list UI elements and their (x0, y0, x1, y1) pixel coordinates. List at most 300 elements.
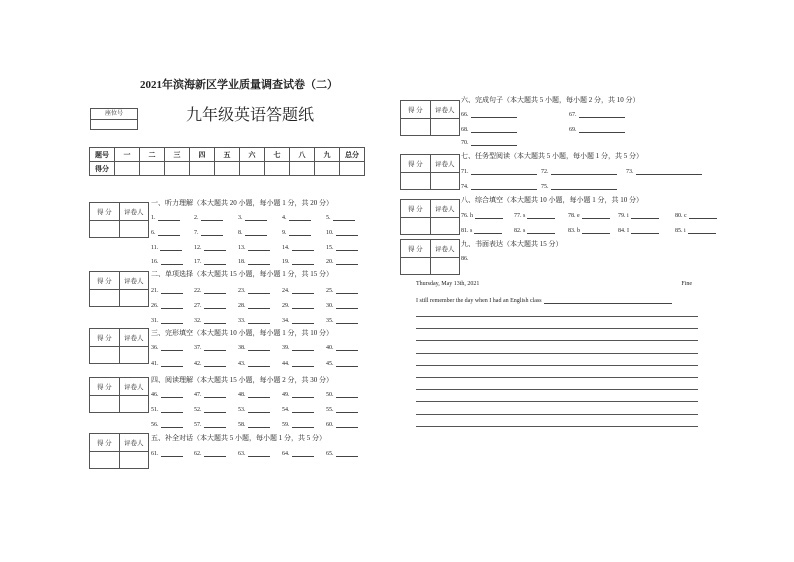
answer-item (194, 212, 223, 221)
question-number: 77. s (514, 213, 526, 219)
score-table-header-cell: 四 (190, 148, 215, 162)
grader-score-label: 得 分 (407, 161, 423, 168)
answer-blank[interactable] (204, 420, 226, 428)
answer-blank[interactable] (582, 211, 610, 219)
answer-blank[interactable] (579, 110, 625, 118)
grader-name-label: 评卷人 (430, 240, 460, 257)
answer-item (282, 256, 314, 265)
writing-line[interactable] (416, 328, 698, 329)
answer-item (151, 419, 183, 428)
question-number: 60. (326, 422, 334, 428)
grader-box (89, 202, 149, 238)
answer-item (194, 404, 226, 413)
score-cell[interactable] (115, 162, 140, 176)
grader-score-field[interactable] (401, 119, 430, 136)
writing-line[interactable] (416, 389, 698, 390)
answer-item (238, 285, 270, 294)
question-number: 68. (461, 127, 469, 133)
answer-item (461, 225, 502, 234)
answer-blank[interactable] (204, 449, 226, 457)
answer-blank[interactable] (336, 405, 358, 413)
question-number: 84. I (618, 228, 629, 234)
grader-name-label: 评卷人 (119, 329, 149, 346)
answer-blank[interactable] (471, 110, 517, 118)
answer-blank[interactable] (292, 257, 314, 265)
answer-item (461, 253, 469, 262)
question-number: 74. (461, 184, 469, 190)
answer-item (238, 242, 270, 251)
answer-blank[interactable] (161, 390, 183, 398)
question-number: 29. (282, 303, 290, 309)
answer-blank[interactable] (201, 228, 223, 236)
answer-item (326, 315, 358, 324)
question-number: 65. (326, 451, 334, 457)
writing-line[interactable] (416, 401, 698, 402)
seat-number-box (90, 108, 138, 130)
score-cell[interactable] (215, 162, 240, 176)
answer-blank[interactable] (336, 420, 358, 428)
question-number: 64. (282, 451, 290, 457)
answer-item (569, 109, 625, 118)
score-cell[interactable] (315, 162, 340, 176)
answer-blank[interactable] (161, 343, 183, 351)
writing-line[interactable] (416, 377, 698, 378)
question-number: 72. (541, 169, 549, 175)
answer-item (151, 389, 183, 398)
section-title: 二、单项选择（本大题共 15 小题，每小题 1 分，共 15 分） (151, 270, 333, 278)
score-cell[interactable] (290, 162, 315, 176)
grader-name-field[interactable] (430, 119, 460, 136)
answer-item (194, 227, 223, 236)
score-summary-table (89, 147, 365, 176)
answer-blank[interactable] (248, 257, 270, 265)
grader-score-label: 得 分 (96, 384, 112, 391)
answer-blank[interactable] (204, 257, 226, 265)
answer-item (326, 358, 358, 367)
answer-blank[interactable] (336, 228, 358, 236)
grader-box (400, 199, 460, 235)
grader-name-field[interactable] (119, 290, 149, 307)
answer-blank[interactable] (336, 343, 358, 351)
question-number: 28. (238, 303, 246, 309)
answer-blank[interactable] (248, 343, 270, 351)
answer-blank[interactable] (248, 390, 270, 398)
answer-item (238, 358, 270, 367)
answer-blank[interactable] (582, 226, 610, 234)
answer-blank[interactable] (204, 343, 226, 351)
answer-blank[interactable] (292, 301, 314, 309)
answer-blank[interactable] (336, 316, 358, 324)
question-number: 6. (151, 230, 156, 236)
answer-blank[interactable] (248, 359, 270, 367)
question-number: 4. (282, 215, 287, 221)
answer-blank[interactable] (201, 213, 223, 221)
score-table-header-cell: 九 (315, 148, 340, 162)
question-number: 80. c (675, 213, 687, 219)
section-title: 一、听力理解（本大题共 20 小题，每小题 1 分，共 20 分） (151, 199, 333, 207)
answer-blank[interactable] (292, 390, 314, 398)
answer-item (238, 448, 270, 457)
grader-score-field[interactable] (401, 173, 430, 190)
seat-number-label: 座位号 (91, 109, 137, 120)
answer-blank[interactable] (248, 301, 270, 309)
question-number: 75. (541, 184, 549, 190)
answer-item (282, 300, 314, 309)
answer-blank[interactable] (551, 182, 617, 190)
score-cell[interactable] (190, 162, 215, 176)
grader-name-field[interactable] (119, 221, 149, 238)
answer-blank[interactable] (161, 257, 183, 265)
answer-item (151, 256, 183, 265)
answer-blank[interactable] (631, 226, 659, 234)
answer-blank[interactable] (475, 211, 503, 219)
answer-blank[interactable] (292, 243, 314, 251)
writing-blank[interactable] (544, 296, 672, 304)
question-number: 43. (238, 361, 246, 367)
answer-blank[interactable] (292, 405, 314, 413)
answer-blank[interactable] (636, 167, 702, 175)
question-number: 33. (238, 318, 246, 324)
writing-first-line (416, 296, 672, 304)
answer-item (238, 419, 270, 428)
answer-item (151, 300, 183, 309)
answer-blank[interactable] (161, 420, 183, 428)
answer-item (238, 342, 270, 351)
grader-box (89, 328, 149, 364)
answer-blank[interactable] (204, 359, 226, 367)
score-cell[interactable] (340, 162, 365, 176)
grader-name-field[interactable] (119, 452, 149, 469)
grader-score-label: 得 分 (96, 278, 112, 285)
question-number: 27. (194, 303, 202, 309)
answer-item (514, 225, 555, 234)
answer-item (194, 358, 226, 367)
answer-item (238, 212, 267, 221)
answer-item (326, 285, 358, 294)
question-number: 49. (282, 392, 290, 398)
answer-item (282, 389, 314, 398)
answer-item (238, 315, 270, 324)
answer-item (151, 404, 183, 413)
score-table-score-row (90, 162, 365, 176)
question-number: 79. i (618, 213, 629, 219)
answer-blank[interactable] (292, 420, 314, 428)
answer-blank[interactable] (292, 343, 314, 351)
grader-name-field[interactable] (430, 173, 460, 190)
writing-line[interactable] (416, 353, 698, 354)
grader-box (89, 377, 149, 413)
answer-item (238, 227, 267, 236)
answer-item (194, 300, 226, 309)
question-number: 47. (194, 392, 202, 398)
writing-prompt: I still remember the day when I had an English class (416, 298, 542, 304)
question-number: 61. (151, 451, 159, 457)
score-table-header-cell: 一 (115, 148, 140, 162)
question-number: 73. (626, 169, 634, 175)
grader-score-field[interactable] (90, 347, 119, 364)
answer-blank[interactable] (248, 316, 270, 324)
answer-blank[interactable] (689, 211, 717, 219)
question-number: 15. (326, 245, 334, 251)
answer-blank[interactable] (292, 286, 314, 294)
answer-item (194, 419, 226, 428)
question-number: 45. (326, 361, 334, 367)
answer-item (326, 342, 358, 351)
question-number: 86. (461, 256, 469, 262)
question-number: 78. e (568, 213, 580, 219)
section-title: 四、阅读理解（本大题共 15 小题，每小题 2 分，共 30 分） (151, 376, 333, 384)
answer-item (618, 210, 659, 219)
grader-score-label: 得 分 (407, 206, 423, 213)
answer-blank[interactable] (248, 420, 270, 428)
score-table-header-cell: 五 (215, 148, 240, 162)
question-number: 12. (194, 245, 202, 251)
grader-box (89, 433, 149, 469)
grader-score-label: 得 分 (96, 440, 112, 447)
grader-score-field[interactable] (90, 396, 119, 413)
answer-blank[interactable] (204, 316, 226, 324)
answer-item (568, 210, 610, 219)
answer-item (238, 300, 270, 309)
answer-blank[interactable] (631, 211, 659, 219)
writing-line[interactable] (416, 365, 698, 366)
answer-item (238, 256, 270, 265)
answer-blank[interactable] (161, 301, 183, 309)
answer-item (282, 342, 314, 351)
question-number: 50. (326, 392, 334, 398)
answer-blank[interactable] (248, 449, 270, 457)
answer-blank[interactable] (336, 390, 358, 398)
writing-line[interactable] (416, 316, 698, 317)
question-number: 44. (282, 361, 290, 367)
grader-score-field[interactable] (90, 452, 119, 469)
score-table-row-label: 得分 (90, 162, 115, 176)
question-number: 17. (194, 259, 202, 265)
answer-blank[interactable] (161, 359, 183, 367)
writing-line[interactable] (416, 426, 698, 427)
question-number: 19. (282, 259, 290, 265)
section-title: 九、书面表达（本大题共 15 分） (461, 240, 563, 248)
question-number: 24. (282, 288, 290, 294)
answer-item (194, 315, 226, 324)
answer-blank[interactable] (204, 405, 226, 413)
answer-blank[interactable] (204, 301, 226, 309)
answer-item (326, 300, 358, 309)
answer-blank[interactable] (336, 243, 358, 251)
answer-blank[interactable] (161, 286, 183, 294)
answer-blank[interactable] (336, 286, 358, 294)
answer-blank[interactable] (336, 359, 358, 367)
answer-blank[interactable] (158, 228, 180, 236)
grader-name-label: 评卷人 (430, 200, 460, 217)
answer-item (282, 212, 311, 221)
answer-item (151, 315, 183, 324)
writing-line[interactable] (416, 340, 698, 341)
answer-item (326, 389, 358, 398)
exam-title: 2021年滨海新区学业质量调查试卷（二） (140, 79, 338, 91)
grader-score-label: 得 分 (96, 335, 112, 342)
answer-blank[interactable] (336, 449, 358, 457)
grader-score-label: 得 分 (407, 107, 423, 114)
question-number: 62. (194, 451, 202, 457)
answer-blank[interactable] (248, 243, 270, 251)
answer-blank[interactable] (245, 228, 267, 236)
answer-blank[interactable] (161, 449, 183, 457)
answer-blank[interactable] (292, 359, 314, 367)
seat-number-field[interactable] (91, 120, 137, 129)
question-number: 55. (326, 407, 334, 413)
answer-item (461, 166, 537, 175)
section-title: 七、任务型阅读（本大题共 5 小题，每小题 1 分，共 5 分） (461, 152, 643, 160)
answer-blank[interactable] (161, 405, 183, 413)
question-number: 57. (194, 422, 202, 428)
question-number: 2. (194, 215, 199, 221)
question-number: 5. (326, 215, 331, 221)
question-number: 48. (238, 392, 246, 398)
answer-item (194, 285, 226, 294)
grader-score-field[interactable] (90, 221, 119, 238)
question-number: 16. (151, 259, 159, 265)
score-table-header-cell: 六 (240, 148, 265, 162)
answer-blank[interactable] (527, 226, 555, 234)
grader-score-field[interactable] (90, 290, 119, 307)
answer-blank[interactable] (527, 211, 555, 219)
question-number: 10. (326, 230, 334, 236)
grader-name-field[interactable] (119, 347, 149, 364)
section-title: 五、补全对话（本大题共 5 小题，每小题 1 分，共 5 分） (151, 434, 326, 442)
answer-blank[interactable] (158, 213, 180, 221)
answer-item (326, 256, 358, 265)
answer-item (194, 389, 226, 398)
score-table-header-cell: 三 (165, 148, 190, 162)
grader-box (400, 100, 460, 136)
question-number: 53. (238, 407, 246, 413)
question-number: 51. (151, 407, 159, 413)
answer-item (326, 448, 358, 457)
answer-blank[interactable] (551, 167, 617, 175)
answer-blank[interactable] (248, 405, 270, 413)
question-number: 38. (238, 345, 246, 351)
answer-blank[interactable] (248, 286, 270, 294)
score-table-header-cell: 八 (290, 148, 315, 162)
writing-header (416, 281, 692, 287)
question-number: 14. (282, 245, 290, 251)
question-number: 13. (238, 245, 246, 251)
answer-blank[interactable] (474, 226, 502, 234)
answer-blank[interactable] (336, 301, 358, 309)
answer-item (568, 225, 610, 234)
grader-score-field[interactable] (401, 218, 430, 235)
answer-blank[interactable] (204, 243, 226, 251)
answer-blank[interactable] (289, 228, 311, 236)
section-title: 六、完成句子（本大题共 5 小题，每小题 2 分，共 10 分） (461, 96, 640, 104)
grader-name-field[interactable] (430, 218, 460, 235)
answer-blank[interactable] (579, 125, 625, 133)
question-number: 58. (238, 422, 246, 428)
score-cell[interactable] (240, 162, 265, 176)
score-cell[interactable] (265, 162, 290, 176)
answer-blank[interactable] (471, 138, 517, 146)
answer-item (194, 256, 226, 265)
answer-item (282, 285, 314, 294)
question-number: 41. (151, 361, 159, 367)
answer-item (461, 124, 517, 133)
answer-blank[interactable] (336, 257, 358, 265)
answer-blank[interactable] (292, 449, 314, 457)
score-table-header-cell: 总分 (340, 148, 365, 162)
question-number: 25. (326, 288, 334, 294)
question-number: 3. (238, 215, 243, 221)
answer-blank[interactable] (292, 316, 314, 324)
answer-item (326, 242, 358, 251)
answer-blank[interactable] (333, 213, 355, 221)
answer-item (194, 448, 226, 457)
answer-item (569, 124, 625, 133)
answer-item (461, 109, 517, 118)
answer-blank[interactable] (245, 213, 267, 221)
answer-item (238, 389, 270, 398)
question-number: 34. (282, 318, 290, 324)
answer-blank[interactable] (688, 226, 716, 234)
grader-box (400, 239, 460, 275)
answer-blank[interactable] (161, 316, 183, 324)
answer-item (151, 358, 183, 367)
answer-item (282, 419, 314, 428)
writing-weather: Fine (681, 281, 692, 287)
question-number: 26. (151, 303, 159, 309)
answer-blank[interactable] (160, 243, 182, 251)
answer-blank[interactable] (471, 182, 537, 190)
section-title: 八、综合填空（本大题共 10 小题，每小题 1 分，共 10 分） (461, 196, 643, 204)
answer-blank[interactable] (471, 125, 517, 133)
question-number: 71. (461, 169, 469, 175)
answer-item (151, 342, 183, 351)
question-number: 7. (194, 230, 199, 236)
answer-item (626, 166, 702, 175)
question-number: 31. (151, 318, 159, 324)
question-number: 67. (569, 112, 577, 118)
grader-score-field[interactable] (401, 258, 430, 275)
grader-name-field[interactable] (119, 396, 149, 413)
question-number: 82. s (514, 228, 526, 234)
question-number: 52. (194, 407, 202, 413)
question-number: 76. h (461, 213, 473, 219)
answer-blank[interactable] (471, 167, 537, 175)
answer-blank[interactable] (204, 390, 226, 398)
answer-blank[interactable] (204, 286, 226, 294)
question-number: 23. (238, 288, 246, 294)
grader-name-label: 评卷人 (119, 272, 149, 289)
writing-line[interactable] (416, 414, 698, 415)
score-cell[interactable] (165, 162, 190, 176)
answer-item (282, 404, 314, 413)
answer-item (461, 210, 503, 219)
question-number: 54. (282, 407, 290, 413)
answer-item (618, 225, 659, 234)
answer-sheet-title: 九年级英语答题纸 (186, 107, 315, 124)
answer-item (151, 448, 183, 457)
question-number: 56. (151, 422, 159, 428)
answer-item (326, 404, 358, 413)
answer-item (238, 404, 270, 413)
grader-name-field[interactable] (430, 258, 460, 275)
score-cell[interactable] (140, 162, 165, 176)
answer-item (541, 181, 617, 190)
answer-blank[interactable] (289, 213, 311, 221)
question-number: 69. (569, 127, 577, 133)
answer-item (461, 137, 517, 146)
question-number: 20. (326, 259, 334, 265)
